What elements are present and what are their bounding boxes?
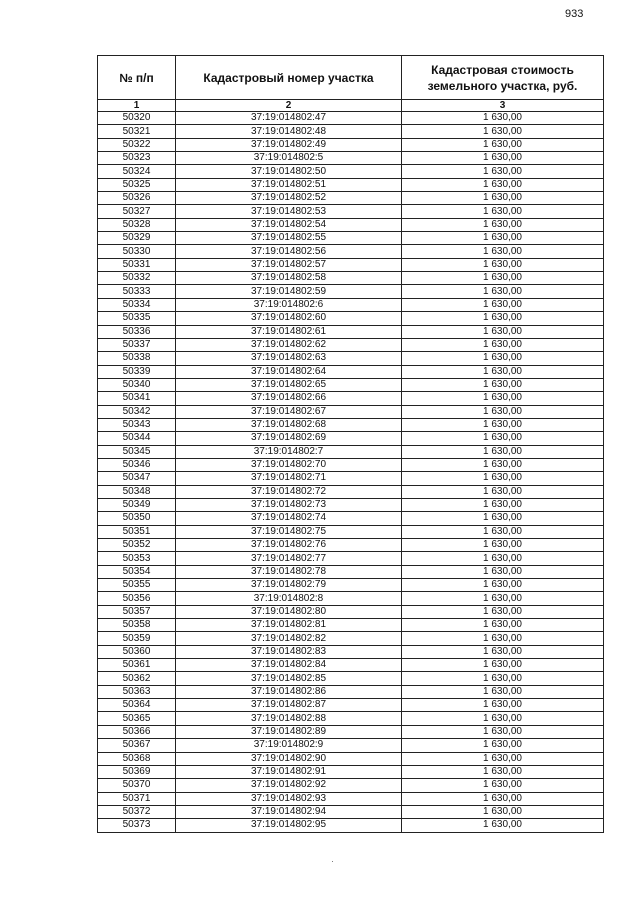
table-row xyxy=(98,258,604,271)
row-number-cell: 50345 xyxy=(98,445,176,458)
row-number-cell: 50337 xyxy=(98,338,176,351)
table-row xyxy=(98,392,604,405)
header-cadastral-number: Кадастровый номер участка xyxy=(176,56,402,100)
cadastral-value-cell: 1 630,00 xyxy=(402,432,604,445)
table-row xyxy=(98,285,604,298)
table-row xyxy=(98,312,604,325)
cadastral-value-cell: 1 630,00 xyxy=(402,458,604,471)
table-row xyxy=(98,245,604,258)
header-cadastral-value xyxy=(402,56,604,100)
cadastral-value-cell: 1 630,00 xyxy=(402,632,604,645)
cadastral-number-cell: 37:19:014802:88 xyxy=(176,712,402,725)
column-number: 2 xyxy=(176,100,402,112)
table-body xyxy=(98,112,604,833)
cadastral-number-cell: 37:19:014802:63 xyxy=(176,352,402,365)
row-number-cell: 50349 xyxy=(98,498,176,511)
table-row xyxy=(98,792,604,805)
cadastral-number-cell: 37:19:014802:61 xyxy=(176,325,402,338)
header-row-number: № п/п xyxy=(98,56,176,100)
cadastral-number-cell: 37:19:014802:94 xyxy=(176,805,402,818)
cadastral-value-cell: 1 630,00 xyxy=(402,285,604,298)
cadastral-value-cell: 1 630,00 xyxy=(402,418,604,431)
cadastral-number-cell: 37:19:014802:70 xyxy=(176,458,402,471)
cadastral-value-cell: 1 630,00 xyxy=(402,205,604,218)
cadastral-value-cell: 1 630,00 xyxy=(402,672,604,685)
row-number-cell: 50347 xyxy=(98,472,176,485)
cadastral-value-cell: 1 630,00 xyxy=(402,525,604,538)
table-row xyxy=(98,165,604,178)
cadastral-number-cell: 37:19:014802:75 xyxy=(176,525,402,538)
cadastral-number-cell: 37:19:014802:76 xyxy=(176,539,402,552)
table-row xyxy=(98,525,604,538)
row-number-cell: 50352 xyxy=(98,539,176,552)
row-number-cell: 50328 xyxy=(98,218,176,231)
row-number-cell: 50370 xyxy=(98,779,176,792)
cadastral-value-cell: 1 630,00 xyxy=(402,392,604,405)
cadastral-number-cell: 37:19:014802:49 xyxy=(176,138,402,151)
cadastral-value-cell: 1 630,00 xyxy=(402,565,604,578)
table-row xyxy=(98,539,604,552)
cadastral-number-cell: 37:19:014802:51 xyxy=(176,178,402,191)
header-cadastral-value-text: Кадастровая стоимость земельного участка, руб. xyxy=(427,62,578,93)
cadastral-value-cell: 1 630,00 xyxy=(402,659,604,672)
table-row xyxy=(98,472,604,485)
cadastral-value-cell: 1 630,00 xyxy=(402,512,604,525)
cadastral-value-cell: 1 630,00 xyxy=(402,298,604,311)
table-row xyxy=(98,138,604,151)
table-row xyxy=(98,645,604,658)
table-row xyxy=(98,152,604,165)
cadastral-value-cell: 1 630,00 xyxy=(402,112,604,125)
table-row xyxy=(98,619,604,632)
cadastral-value-table xyxy=(97,55,604,833)
cadastral-value-cell: 1 630,00 xyxy=(402,165,604,178)
row-number-cell: 50330 xyxy=(98,245,176,258)
row-number-cell: 50325 xyxy=(98,178,176,191)
row-number-cell: 50372 xyxy=(98,805,176,818)
row-number-cell: 50338 xyxy=(98,352,176,365)
row-number-cell: 50331 xyxy=(98,258,176,271)
cadastral-number-cell: 37:19:014802:59 xyxy=(176,285,402,298)
row-number-cell: 50359 xyxy=(98,632,176,645)
column-number: 3 xyxy=(402,100,604,112)
row-number-cell: 50363 xyxy=(98,685,176,698)
table-row xyxy=(98,685,604,698)
row-number-cell: 50361 xyxy=(98,659,176,672)
row-number-cell: 50368 xyxy=(98,752,176,765)
cadastral-number-cell: 37:19:014802:72 xyxy=(176,485,402,498)
table-row xyxy=(98,365,604,378)
table-row xyxy=(98,779,604,792)
row-number-cell: 50354 xyxy=(98,565,176,578)
cadastral-value-cell: 1 630,00 xyxy=(402,325,604,338)
row-number-cell: 50321 xyxy=(98,125,176,138)
cadastral-number-cell: 37:19:014802:90 xyxy=(176,752,402,765)
cadastral-number-cell: 37:19:014802:55 xyxy=(176,232,402,245)
cadastral-number-cell: 37:19:014802:79 xyxy=(176,579,402,592)
cadastral-number-cell: 37:19:014802:71 xyxy=(176,472,402,485)
table-row xyxy=(98,325,604,338)
cadastral-value-cell: 1 630,00 xyxy=(402,218,604,231)
table-row xyxy=(98,378,604,391)
row-number-cell: 50322 xyxy=(98,138,176,151)
row-number-cell: 50357 xyxy=(98,605,176,618)
cadastral-number-cell: 37:19:014802:64 xyxy=(176,365,402,378)
row-number-cell: 50346 xyxy=(98,458,176,471)
header-row xyxy=(98,56,604,100)
row-number-cell: 50344 xyxy=(98,432,176,445)
cadastral-value-cell: 1 630,00 xyxy=(402,312,604,325)
column-number-row xyxy=(98,100,604,112)
row-number-cell: 50373 xyxy=(98,819,176,832)
cadastral-value-cell: 1 630,00 xyxy=(402,245,604,258)
cadastral-number-cell: 37:19:014802:58 xyxy=(176,272,402,285)
table-row xyxy=(98,112,604,125)
cadastral-number-cell: 37:19:014802:95 xyxy=(176,819,402,832)
table-row xyxy=(98,218,604,231)
row-number-cell: 50327 xyxy=(98,205,176,218)
cadastral-value-cell: 1 630,00 xyxy=(402,712,604,725)
table-header xyxy=(98,56,604,112)
row-number-cell: 50364 xyxy=(98,699,176,712)
cadastral-value-cell: 1 630,00 xyxy=(402,352,604,365)
cadastral-value-cell: 1 630,00 xyxy=(402,765,604,778)
cadastral-value-cell: 1 630,00 xyxy=(402,472,604,485)
table-row xyxy=(98,232,604,245)
cadastral-number-cell: 37:19:014802:80 xyxy=(176,605,402,618)
table-row xyxy=(98,805,604,818)
table-row xyxy=(98,632,604,645)
row-number-cell: 50326 xyxy=(98,192,176,205)
table-row xyxy=(98,445,604,458)
table-row xyxy=(98,752,604,765)
row-number-cell: 50360 xyxy=(98,645,176,658)
cadastral-number-cell: 37:19:014802:68 xyxy=(176,418,402,431)
row-number-cell: 50369 xyxy=(98,765,176,778)
table-row xyxy=(98,659,604,672)
cadastral-value-cell: 1 630,00 xyxy=(402,485,604,498)
cadastral-number-cell: 37:19:014802:92 xyxy=(176,779,402,792)
cadastral-value-cell: 1 630,00 xyxy=(402,725,604,738)
cadastral-number-cell: 37:19:014802:74 xyxy=(176,512,402,525)
cadastral-number-cell: 37:19:014802:67 xyxy=(176,405,402,418)
cadastral-value-cell: 1 630,00 xyxy=(402,792,604,805)
cadastral-value-cell: 1 630,00 xyxy=(402,645,604,658)
cadastral-value-cell: 1 630,00 xyxy=(402,579,604,592)
table-row xyxy=(98,298,604,311)
row-number-cell: 50351 xyxy=(98,525,176,538)
table-row xyxy=(98,552,604,565)
table-row xyxy=(98,125,604,138)
table-row xyxy=(98,699,604,712)
row-number-cell: 50333 xyxy=(98,285,176,298)
row-number-cell: 50367 xyxy=(98,739,176,752)
table-row xyxy=(98,432,604,445)
cadastral-number-cell: 37:19:014802:6 xyxy=(176,298,402,311)
row-number-cell: 50335 xyxy=(98,312,176,325)
cadastral-number-cell: 37:19:014802:54 xyxy=(176,218,402,231)
cadastral-value-cell: 1 630,00 xyxy=(402,272,604,285)
row-number-cell: 50340 xyxy=(98,378,176,391)
table-row xyxy=(98,192,604,205)
row-number-cell: 50336 xyxy=(98,325,176,338)
page-number: 933 xyxy=(565,8,584,20)
row-number-cell: 50341 xyxy=(98,392,176,405)
table-row xyxy=(98,418,604,431)
table-row xyxy=(98,272,604,285)
cadastral-value-cell: 1 630,00 xyxy=(402,539,604,552)
cadastral-value-cell: 1 630,00 xyxy=(402,779,604,792)
row-number-cell: 50353 xyxy=(98,552,176,565)
cadastral-number-cell: 37:19:014802:73 xyxy=(176,498,402,511)
cadastral-number-cell: 37:19:014802:50 xyxy=(176,165,402,178)
table-row xyxy=(98,178,604,191)
cadastral-value-cell: 1 630,00 xyxy=(402,138,604,151)
row-number-cell: 50366 xyxy=(98,725,176,738)
cadastral-value-cell: 1 630,00 xyxy=(402,552,604,565)
cadastral-value-cell: 1 630,00 xyxy=(402,445,604,458)
cadastral-value-cell: 1 630,00 xyxy=(402,605,604,618)
cadastral-value-cell: 1 630,00 xyxy=(402,152,604,165)
row-number-cell: 50329 xyxy=(98,232,176,245)
cadastral-number-cell: 37:19:014802:89 xyxy=(176,725,402,738)
cadastral-number-cell: 37:19:014802:56 xyxy=(176,245,402,258)
table-row xyxy=(98,498,604,511)
table-row xyxy=(98,579,604,592)
cadastral-number-cell: 37:19:014802:78 xyxy=(176,565,402,578)
cadastral-value-cell: 1 630,00 xyxy=(402,365,604,378)
cadastral-value-cell: 1 630,00 xyxy=(402,378,604,391)
table-row xyxy=(98,819,604,832)
cadastral-value-cell: 1 630,00 xyxy=(402,619,604,632)
cadastral-value-cell: 1 630,00 xyxy=(402,752,604,765)
cadastral-number-cell: 37:19:014802:52 xyxy=(176,192,402,205)
row-number-cell: 50350 xyxy=(98,512,176,525)
row-number-cell: 50332 xyxy=(98,272,176,285)
table-row xyxy=(98,765,604,778)
cadastral-number-cell: 37:19:014802:7 xyxy=(176,445,402,458)
cadastral-number-cell: 37:19:014802:47 xyxy=(176,112,402,125)
cadastral-number-cell: 37:19:014802:5 xyxy=(176,152,402,165)
row-number-cell: 50356 xyxy=(98,592,176,605)
table-row xyxy=(98,405,604,418)
table-row xyxy=(98,712,604,725)
table-row xyxy=(98,565,604,578)
cadastral-number-cell: 37:19:014802:53 xyxy=(176,205,402,218)
cadastral-number-cell: 37:19:014802:87 xyxy=(176,699,402,712)
cadastral-value-cell: 1 630,00 xyxy=(402,498,604,511)
cadastral-number-cell: 37:19:014802:48 xyxy=(176,125,402,138)
cadastral-number-cell: 37:19:014802:81 xyxy=(176,619,402,632)
row-number-cell: 50343 xyxy=(98,418,176,431)
row-number-cell: 50342 xyxy=(98,405,176,418)
cadastral-number-cell: 37:19:014802:86 xyxy=(176,685,402,698)
cadastral-value-cell: 1 630,00 xyxy=(402,125,604,138)
table-row xyxy=(98,605,604,618)
cadastral-number-cell: 37:19:014802:60 xyxy=(176,312,402,325)
cadastral-number-cell: 37:19:014802:57 xyxy=(176,258,402,271)
cadastral-number-cell: 37:19:014802:69 xyxy=(176,432,402,445)
cadastral-number-cell: 37:19:014802:9 xyxy=(176,739,402,752)
cadastral-number-cell: 37:19:014802:93 xyxy=(176,792,402,805)
cadastral-value-cell: 1 630,00 xyxy=(402,739,604,752)
row-number-cell: 50358 xyxy=(98,619,176,632)
cadastral-number-cell: 37:19:014802:66 xyxy=(176,392,402,405)
row-number-cell: 50355 xyxy=(98,579,176,592)
cadastral-value-cell: 1 630,00 xyxy=(402,805,604,818)
cadastral-number-cell: 37:19:014802:8 xyxy=(176,592,402,605)
cadastral-value-cell: 1 630,00 xyxy=(402,592,604,605)
table-row xyxy=(98,512,604,525)
cadastral-value-cell: 1 630,00 xyxy=(402,405,604,418)
cadastral-number-cell: 37:19:014802:84 xyxy=(176,659,402,672)
row-number-cell: 50371 xyxy=(98,792,176,805)
table-row xyxy=(98,672,604,685)
table-row xyxy=(98,205,604,218)
cadastral-number-cell: 37:19:014802:82 xyxy=(176,632,402,645)
row-number-cell: 50334 xyxy=(98,298,176,311)
cadastral-value-cell: 1 630,00 xyxy=(402,258,604,271)
row-number-cell: 50339 xyxy=(98,365,176,378)
row-number-cell: 50320 xyxy=(98,112,176,125)
cadastral-number-cell: 37:19:014802:91 xyxy=(176,765,402,778)
table-row xyxy=(98,458,604,471)
cadastral-value-cell: 1 630,00 xyxy=(402,192,604,205)
row-number-cell: 50324 xyxy=(98,165,176,178)
row-number-cell: 50323 xyxy=(98,152,176,165)
cadastral-value-cell: 1 630,00 xyxy=(402,685,604,698)
scan-speck: · xyxy=(331,856,334,866)
table-row xyxy=(98,592,604,605)
cadastral-number-cell: 37:19:014802:85 xyxy=(176,672,402,685)
cadastral-number-cell: 37:19:014802:77 xyxy=(176,552,402,565)
column-number: 1 xyxy=(98,100,176,112)
table-row xyxy=(98,739,604,752)
row-number-cell: 50362 xyxy=(98,672,176,685)
cadastral-value-cell: 1 630,00 xyxy=(402,819,604,832)
cadastral-value-cell: 1 630,00 xyxy=(402,338,604,351)
cadastral-number-cell: 37:19:014802:65 xyxy=(176,378,402,391)
cadastral-value-cell: 1 630,00 xyxy=(402,699,604,712)
table-row xyxy=(98,352,604,365)
cadastral-number-cell: 37:19:014802:83 xyxy=(176,645,402,658)
row-number-cell: 50348 xyxy=(98,485,176,498)
cadastral-number-cell: 37:19:014802:62 xyxy=(176,338,402,351)
row-number-cell: 50365 xyxy=(98,712,176,725)
table-row xyxy=(98,485,604,498)
table-row xyxy=(98,338,604,351)
cadastral-value-cell: 1 630,00 xyxy=(402,178,604,191)
table-row xyxy=(98,725,604,738)
cadastral-value-cell: 1 630,00 xyxy=(402,232,604,245)
